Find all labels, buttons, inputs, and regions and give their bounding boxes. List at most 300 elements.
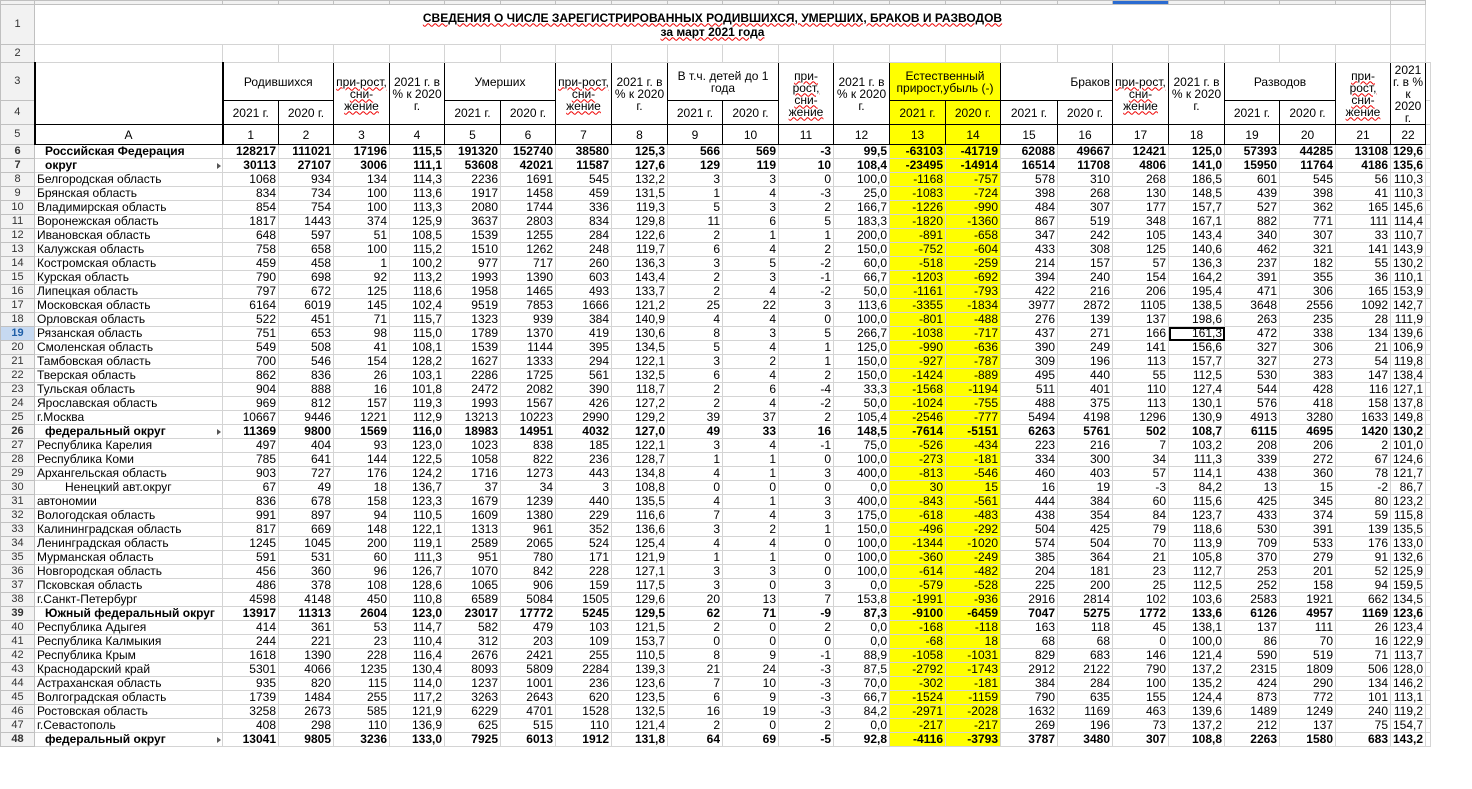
- data-cell[interactable]: 157: [334, 397, 390, 411]
- data-cell[interactable]: 5494: [1001, 411, 1058, 425]
- data-cell[interactable]: 3: [668, 439, 723, 453]
- data-cell[interactable]: -1: [779, 649, 834, 663]
- data-cell[interactable]: 336: [556, 201, 612, 215]
- data-cell[interactable]: 460: [1001, 467, 1058, 481]
- data-cell[interactable]: 3: [668, 579, 723, 593]
- data-cell[interactable]: 300: [1058, 453, 1113, 467]
- data-cell[interactable]: 86,7: [1391, 481, 1426, 495]
- data-cell[interactable]: 102,4: [390, 299, 445, 313]
- data-cell[interactable]: 6019: [279, 299, 334, 313]
- data-cell[interactable]: 1: [779, 229, 834, 243]
- data-cell[interactable]: 135,2: [1169, 677, 1225, 691]
- data-cell[interactable]: 69: [723, 733, 779, 747]
- data-cell[interactable]: 36: [1336, 271, 1391, 285]
- data-cell[interactable]: -777: [946, 411, 1001, 425]
- data-cell[interactable]: 754: [279, 201, 334, 215]
- data-cell[interactable]: 444: [1001, 495, 1058, 509]
- data-cell[interactable]: 100: [334, 243, 390, 257]
- data-cell[interactable]: 110,1: [1391, 271, 1426, 285]
- data-cell[interactable]: 1567: [501, 397, 556, 411]
- data-cell[interactable]: -843: [890, 495, 946, 509]
- data-cell[interactable]: 1255: [501, 229, 556, 243]
- data-cell[interactable]: 49: [279, 481, 334, 495]
- data-cell[interactable]: -3: [779, 677, 834, 691]
- data-cell[interactable]: 2122: [1058, 663, 1113, 677]
- data-cell[interactable]: 1065: [445, 579, 501, 593]
- data-cell[interactable]: 374: [334, 215, 390, 229]
- data-cell[interactable]: -1083: [890, 187, 946, 201]
- data-cell[interactable]: 3480: [1058, 733, 1113, 747]
- data-cell[interactable]: 116,6: [612, 509, 668, 523]
- data-cell[interactable]: 1235: [334, 663, 390, 677]
- data-cell[interactable]: -2: [1336, 481, 1391, 495]
- region-name-cell[interactable]: Российская Федерация: [35, 145, 223, 159]
- data-cell[interactable]: 49: [668, 425, 723, 439]
- row-number[interactable]: 7: [1, 159, 35, 173]
- data-cell[interactable]: 3236: [334, 733, 390, 747]
- data-cell[interactable]: 23: [1113, 565, 1169, 579]
- data-cell[interactable]: 28: [1336, 313, 1391, 327]
- data-cell[interactable]: 9800: [279, 425, 334, 439]
- data-cell[interactable]: 137,2: [1169, 719, 1225, 733]
- data-cell[interactable]: 12421: [1113, 145, 1169, 159]
- data-cell[interactable]: 327: [1225, 341, 1280, 355]
- data-cell[interactable]: 138,5: [1169, 299, 1225, 313]
- data-cell[interactable]: -5151: [946, 425, 1001, 439]
- data-cell[interactable]: 4198: [1058, 411, 1113, 425]
- data-cell[interactable]: 3637: [445, 215, 501, 229]
- row-number[interactable]: 42: [1, 649, 35, 663]
- data-cell[interactable]: 1912: [556, 733, 612, 747]
- data-cell[interactable]: 2: [779, 411, 834, 425]
- data-cell[interactable]: 123,3: [390, 495, 445, 509]
- data-cell[interactable]: -3: [779, 705, 834, 719]
- data-cell[interactable]: 130,4: [390, 663, 445, 677]
- data-cell[interactable]: 290: [1280, 677, 1336, 691]
- data-cell[interactable]: 176: [1336, 537, 1391, 551]
- data-cell[interactable]: 566: [668, 145, 723, 159]
- data-cell[interactable]: 128,2: [390, 355, 445, 369]
- births-growth-header[interactable]: при-рост, сни-жение: [334, 63, 390, 125]
- data-cell[interactable]: 360: [279, 565, 334, 579]
- data-cell[interactable]: -3: [1113, 481, 1169, 495]
- data-cell[interactable]: 2421: [501, 649, 556, 663]
- data-cell[interactable]: 574: [1001, 537, 1058, 551]
- data-cell[interactable]: 134: [334, 173, 390, 187]
- data-cell[interactable]: 493: [556, 285, 612, 299]
- data-cell[interactable]: -181: [946, 453, 1001, 467]
- data-cell[interactable]: -2028: [946, 705, 1001, 719]
- data-cell[interactable]: 527: [1225, 201, 1280, 215]
- data-cell[interactable]: -3: [779, 145, 834, 159]
- data-cell[interactable]: 4: [723, 341, 779, 355]
- data-cell[interactable]: 13: [723, 593, 779, 607]
- data-cell[interactable]: 166: [1113, 327, 1169, 341]
- data-cell[interactable]: 148,5: [834, 425, 890, 439]
- data-cell[interactable]: 1: [779, 355, 834, 369]
- data-cell[interactable]: -3: [779, 187, 834, 201]
- data-cell[interactable]: 240: [1058, 271, 1113, 285]
- data-cell[interactable]: 459: [223, 257, 279, 271]
- data-cell[interactable]: 991: [223, 509, 279, 523]
- data-cell[interactable]: 136,7: [390, 481, 445, 495]
- data-cell[interactable]: 6: [723, 383, 779, 397]
- data-cell[interactable]: -7614: [890, 425, 946, 439]
- data-cell[interactable]: 5809: [501, 663, 556, 677]
- data-cell[interactable]: 4: [668, 313, 723, 327]
- data-cell[interactable]: 1: [779, 523, 834, 537]
- data-cell[interactable]: 110,4: [390, 635, 445, 649]
- data-cell[interactable]: 19: [723, 705, 779, 719]
- data-cell[interactable]: 66,7: [834, 691, 890, 705]
- row-number[interactable]: 33: [1, 523, 35, 537]
- data-cell[interactable]: 484: [1001, 201, 1058, 215]
- col-number[interactable]: 13: [890, 125, 946, 145]
- data-cell[interactable]: 1001: [501, 677, 556, 691]
- data-cell[interactable]: 549: [223, 341, 279, 355]
- data-cell[interactable]: 127,1: [612, 565, 668, 579]
- data-cell[interactable]: 228: [334, 649, 390, 663]
- data-cell[interactable]: 143,4: [612, 271, 668, 285]
- row-number[interactable]: 3: [1, 63, 35, 101]
- data-cell[interactable]: 125,3: [612, 145, 668, 159]
- data-cell[interactable]: 1239: [501, 495, 556, 509]
- data-cell[interactable]: 30: [890, 481, 946, 495]
- data-cell[interactable]: 147: [1336, 369, 1391, 383]
- col-number[interactable]: 2: [279, 125, 334, 145]
- data-cell[interactable]: 0: [723, 719, 779, 733]
- data-cell[interactable]: 116,0: [390, 425, 445, 439]
- data-cell[interactable]: 345: [1280, 495, 1336, 509]
- data-cell[interactable]: 57: [1113, 467, 1169, 481]
- row-number[interactable]: 29: [1, 467, 35, 481]
- data-cell[interactable]: 153,7: [612, 635, 668, 649]
- data-cell[interactable]: 620: [556, 691, 612, 705]
- data-cell[interactable]: 306: [1280, 285, 1336, 299]
- data-cell[interactable]: 93: [334, 439, 390, 453]
- data-cell[interactable]: 100,0: [834, 173, 890, 187]
- data-cell[interactable]: 1221: [334, 411, 390, 425]
- data-cell[interactable]: 3: [723, 173, 779, 187]
- data-cell[interactable]: 105,8: [1169, 551, 1225, 565]
- data-cell[interactable]: 398: [1001, 187, 1058, 201]
- data-cell[interactable]: 6: [723, 215, 779, 229]
- data-cell[interactable]: 135,5: [1391, 523, 1426, 537]
- data-cell[interactable]: 163: [1001, 621, 1058, 635]
- data-cell[interactable]: 5245: [556, 607, 612, 621]
- data-cell[interactable]: 121,5: [612, 621, 668, 635]
- row-number[interactable]: 45: [1, 691, 35, 705]
- data-cell[interactable]: 146: [1113, 649, 1169, 663]
- data-cell[interactable]: 5: [723, 257, 779, 271]
- data-cell[interactable]: -2546: [890, 411, 946, 425]
- col-number[interactable]: 6: [501, 125, 556, 145]
- data-cell[interactable]: 1744: [501, 201, 556, 215]
- data-cell[interactable]: 3: [723, 327, 779, 341]
- data-cell[interactable]: 15950: [1225, 159, 1280, 173]
- data-cell[interactable]: 585: [334, 705, 390, 719]
- data-cell[interactable]: 903: [223, 467, 279, 481]
- data-cell[interactable]: 127,2: [612, 397, 668, 411]
- data-cell[interactable]: -3: [779, 663, 834, 677]
- data-cell[interactable]: 1045: [279, 537, 334, 551]
- data-cell[interactable]: -2971: [890, 705, 946, 719]
- data-cell[interactable]: 103: [556, 621, 612, 635]
- data-cell[interactable]: 123,6: [612, 677, 668, 691]
- data-cell[interactable]: 276: [1001, 313, 1058, 327]
- data-cell[interactable]: 134,8: [612, 467, 668, 481]
- data-cell[interactable]: 1489: [1225, 705, 1280, 719]
- data-cell[interactable]: -692: [946, 271, 1001, 285]
- data-cell[interactable]: 128217: [223, 145, 279, 159]
- data-cell[interactable]: 71: [723, 607, 779, 621]
- row-number[interactable]: 44: [1, 677, 35, 691]
- data-cell[interactable]: 603: [556, 271, 612, 285]
- data-cell[interactable]: 338: [1280, 327, 1336, 341]
- data-cell[interactable]: 6126: [1225, 607, 1280, 621]
- data-cell[interactable]: -1194: [946, 383, 1001, 397]
- data-cell[interactable]: 4598: [223, 593, 279, 607]
- data-cell[interactable]: -1991: [890, 593, 946, 607]
- data-cell[interactable]: 196: [1058, 355, 1113, 369]
- data-cell[interactable]: 3: [668, 355, 723, 369]
- divorces-header[interactable]: Разводов: [1225, 63, 1336, 101]
- data-cell[interactable]: 94: [334, 509, 390, 523]
- data-cell[interactable]: 400,0: [834, 467, 890, 481]
- data-cell[interactable]: 437: [1001, 327, 1058, 341]
- data-cell[interactable]: 136,3: [612, 257, 668, 271]
- data-cell[interactable]: 504: [1001, 523, 1058, 537]
- data-cell[interactable]: 133,6: [1169, 607, 1225, 621]
- data-cell[interactable]: 116,4: [390, 649, 445, 663]
- region-name-cell[interactable]: Тульская область: [35, 383, 223, 397]
- data-cell[interactable]: 3: [779, 509, 834, 523]
- row-number[interactable]: 24: [1, 397, 35, 411]
- data-cell[interactable]: -1168: [890, 173, 946, 187]
- data-cell[interactable]: 25,0: [834, 187, 890, 201]
- data-cell[interactable]: 200: [334, 537, 390, 551]
- data-cell[interactable]: 191320: [445, 145, 501, 159]
- data-cell[interactable]: 0,0: [834, 621, 890, 635]
- data-cell[interactable]: 3006: [334, 159, 390, 173]
- data-cell[interactable]: -496: [890, 523, 946, 537]
- data-cell[interactable]: 121,4: [1169, 649, 1225, 663]
- data-cell[interactable]: 391: [1225, 271, 1280, 285]
- data-cell[interactable]: 327: [1225, 355, 1280, 369]
- data-cell[interactable]: 100: [334, 201, 390, 215]
- data-cell[interactable]: 383: [1280, 369, 1336, 383]
- data-cell[interactable]: 1390: [501, 271, 556, 285]
- data-cell[interactable]: 2814: [1058, 593, 1113, 607]
- data-cell[interactable]: 1510: [445, 243, 501, 257]
- data-cell[interactable]: 404: [279, 439, 334, 453]
- data-cell[interactable]: -1344: [890, 537, 946, 551]
- data-cell[interactable]: 167,1: [1169, 215, 1225, 229]
- region-name-cell[interactable]: Псковская область: [35, 579, 223, 593]
- data-cell[interactable]: 390: [556, 383, 612, 397]
- data-cell[interactable]: -9100: [890, 607, 946, 621]
- data-cell[interactable]: 115: [334, 677, 390, 691]
- data-cell[interactable]: 0: [779, 313, 834, 327]
- data-cell[interactable]: -1203: [890, 271, 946, 285]
- data-cell[interactable]: 5301: [223, 663, 279, 677]
- data-cell[interactable]: 867: [1001, 215, 1058, 229]
- data-cell[interactable]: 164,2: [1169, 271, 1225, 285]
- data-cell[interactable]: 6115: [1225, 425, 1280, 439]
- data-cell[interactable]: 51: [334, 229, 390, 243]
- data-cell[interactable]: 110,5: [390, 509, 445, 523]
- data-cell[interactable]: 100,0: [834, 313, 890, 327]
- data-cell[interactable]: 159,5: [1391, 579, 1426, 593]
- data-cell[interactable]: 150,0: [834, 369, 890, 383]
- data-cell[interactable]: -546: [946, 467, 1001, 481]
- data-cell[interactable]: 132,2: [612, 173, 668, 187]
- data-cell[interactable]: 2284: [556, 663, 612, 677]
- region-name-cell[interactable]: Вологодская область: [35, 509, 223, 523]
- col-number[interactable]: 18: [1169, 125, 1225, 145]
- data-cell[interactable]: 1539: [445, 229, 501, 243]
- data-cell[interactable]: 284: [1058, 677, 1113, 691]
- data-cell[interactable]: 195,4: [1169, 285, 1225, 299]
- data-cell[interactable]: 129,2: [612, 411, 668, 425]
- data-cell[interactable]: 591: [223, 551, 279, 565]
- col-number[interactable]: 8: [612, 125, 668, 145]
- data-cell[interactable]: 42021: [501, 159, 556, 173]
- data-cell[interactable]: 502: [1113, 425, 1169, 439]
- region-name-cell[interactable]: Ярославская область: [35, 397, 223, 411]
- data-cell[interactable]: 451: [279, 313, 334, 327]
- data-cell[interactable]: 10: [723, 677, 779, 691]
- data-cell[interactable]: 117,5: [612, 579, 668, 593]
- data-cell[interactable]: 130,2: [1391, 425, 1426, 439]
- data-cell[interactable]: 23: [334, 635, 390, 649]
- data-cell[interactable]: 882: [1225, 215, 1280, 229]
- data-cell[interactable]: 55: [1336, 257, 1391, 271]
- data-cell[interactable]: 67: [1336, 453, 1391, 467]
- data-cell[interactable]: 2: [668, 229, 723, 243]
- data-cell[interactable]: 1609: [445, 509, 501, 523]
- data-cell[interactable]: 648: [223, 229, 279, 243]
- col-number[interactable]: 17: [1113, 125, 1169, 145]
- data-cell[interactable]: 9519: [445, 299, 501, 313]
- data-cell[interactable]: 7: [668, 677, 723, 691]
- data-cell[interactable]: 1: [668, 453, 723, 467]
- data-cell[interactable]: 362: [1280, 201, 1336, 215]
- data-cell[interactable]: -1058: [890, 649, 946, 663]
- data-cell[interactable]: 298: [279, 719, 334, 733]
- data-cell[interactable]: 119,3: [612, 201, 668, 215]
- data-cell[interactable]: 62: [668, 607, 723, 621]
- data-cell[interactable]: 797: [223, 285, 279, 299]
- data-cell[interactable]: -1038: [890, 327, 946, 341]
- data-cell[interactable]: 135,6: [1391, 159, 1426, 173]
- data-cell[interactable]: 139,6: [1169, 705, 1225, 719]
- data-cell[interactable]: 78: [1336, 467, 1391, 481]
- data-cell[interactable]: 2: [668, 271, 723, 285]
- data-cell[interactable]: 136,9: [390, 719, 445, 733]
- data-cell[interactable]: 237: [1225, 257, 1280, 271]
- data-cell[interactable]: 273: [1280, 355, 1336, 369]
- data-cell[interactable]: 5: [779, 215, 834, 229]
- data-cell[interactable]: 255: [334, 691, 390, 705]
- data-cell[interactable]: 0: [779, 453, 834, 467]
- data-cell[interactable]: -1031: [946, 649, 1001, 663]
- data-cell[interactable]: 355: [1280, 271, 1336, 285]
- data-cell[interactable]: 5761: [1058, 425, 1113, 439]
- data-cell[interactable]: 0: [723, 635, 779, 649]
- region-name-cell[interactable]: Белгородская область: [35, 173, 223, 187]
- births-pct-header[interactable]: 2021 г. в % к 2020 г.: [390, 63, 445, 125]
- data-cell[interactable]: 125,4: [612, 537, 668, 551]
- data-cell[interactable]: 1809: [1280, 663, 1336, 677]
- data-cell[interactable]: 113,6: [390, 187, 445, 201]
- data-cell[interactable]: -579: [890, 579, 946, 593]
- marriages-pct-header[interactable]: 2021 г. в % к 2020 г.: [1169, 63, 1225, 125]
- data-cell[interactable]: 9: [723, 691, 779, 705]
- data-cell[interactable]: 242: [1058, 229, 1113, 243]
- data-cell[interactable]: -614: [890, 565, 946, 579]
- region-name-cell[interactable]: Республика Карелия: [35, 439, 223, 453]
- year-2020-header[interactable]: 2020 г.: [279, 101, 334, 125]
- data-cell[interactable]: 6229: [445, 705, 501, 719]
- data-cell[interactable]: 842: [501, 565, 556, 579]
- data-cell[interactable]: -1: [779, 271, 834, 285]
- data-cell[interactable]: 4066: [279, 663, 334, 677]
- data-cell[interactable]: -813: [890, 467, 946, 481]
- data-cell[interactable]: 340: [1225, 229, 1280, 243]
- data-cell[interactable]: 1443: [279, 215, 334, 229]
- data-cell[interactable]: -518: [890, 257, 946, 271]
- data-cell[interactable]: 443: [556, 467, 612, 481]
- data-cell[interactable]: 139,6: [1391, 327, 1426, 341]
- data-cell[interactable]: 934: [279, 173, 334, 187]
- data-cell[interactable]: 18: [946, 635, 1001, 649]
- data-cell[interactable]: 3: [779, 299, 834, 313]
- col-number[interactable]: 14: [946, 125, 1001, 145]
- data-cell[interactable]: 4186: [1336, 159, 1391, 173]
- data-cell[interactable]: 374: [1280, 509, 1336, 523]
- data-cell[interactable]: -528: [946, 579, 1001, 593]
- data-cell[interactable]: 108,8: [1169, 733, 1225, 747]
- row-number[interactable]: 23: [1, 383, 35, 397]
- data-cell[interactable]: 100,0: [1169, 635, 1225, 649]
- region-name-cell[interactable]: Воронежская область: [35, 215, 223, 229]
- region-name-cell[interactable]: Новгородская область: [35, 565, 223, 579]
- data-cell[interactable]: 125,9: [1391, 565, 1426, 579]
- data-cell[interactable]: 92: [334, 271, 390, 285]
- data-cell[interactable]: -1161: [890, 285, 946, 299]
- data-cell[interactable]: -360: [890, 551, 946, 565]
- row-number[interactable]: 1: [1, 5, 35, 45]
- births-header[interactable]: Родившихся: [223, 63, 334, 101]
- data-cell[interactable]: 57393: [1225, 145, 1280, 159]
- data-cell[interactable]: 263: [1225, 313, 1280, 327]
- data-cell[interactable]: 2286: [445, 369, 501, 383]
- data-cell[interactable]: -1226: [890, 201, 946, 215]
- data-cell[interactable]: 84,2: [1169, 481, 1225, 495]
- data-cell[interactable]: 16514: [1001, 159, 1058, 173]
- data-cell[interactable]: 214: [1001, 257, 1058, 271]
- data-cell[interactable]: 1505: [556, 593, 612, 607]
- row-number[interactable]: 9: [1, 187, 35, 201]
- year-2020-header[interactable]: 2020 г.: [723, 101, 779, 125]
- data-cell[interactable]: 55: [1113, 369, 1169, 383]
- data-cell[interactable]: 462: [1225, 243, 1280, 257]
- data-cell[interactable]: 2916: [1001, 593, 1058, 607]
- data-cell[interactable]: 2912: [1001, 663, 1058, 677]
- data-cell[interactable]: 4: [723, 187, 779, 201]
- data-cell[interactable]: 506: [1336, 663, 1391, 677]
